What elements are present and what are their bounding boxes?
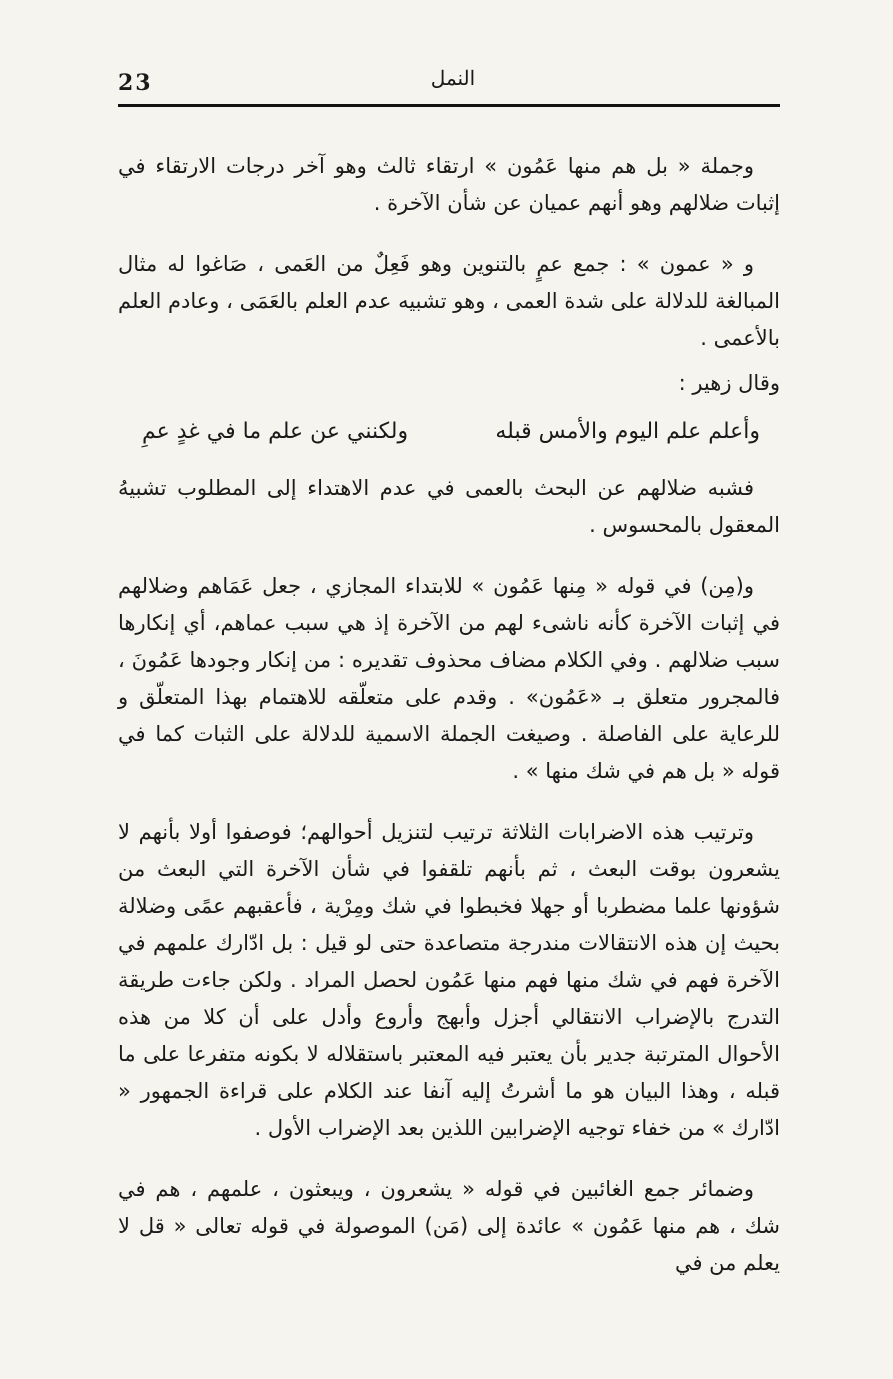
paragraph-6: وضمائر جمع الغائبين في قوله « يشعرون ، ويبعثون ، علمهم ، هم في شك ، هم منها عَمُون » عائدة إلى (مَن) الموصولة في قوله تعالى « قل لا يعلم من في: [118, 1177, 780, 1275]
verse-second-hemistich: ولكنني عن علم ما في غدٍ عمِ: [142, 419, 409, 444]
verse-first-hemistich: وأعلم علم اليوم والأمس قبله: [495, 419, 760, 444]
page-body: [118, 148, 780, 1290]
page-number: 23: [118, 70, 153, 96]
paragraph-2: و « عمون » : جمع عمٍ بالتنوين وهو فَعِلٌ من العَمى ، صَاغوا له مثال المبالغة للدلالة على شدة العمى ، وهو تشبيه عدم العلم بالعَمَى ، وعادم العلم بالأعمى .: [118, 252, 780, 350]
paragraph-1: وجملة « بل هم منها عَمُون » ارتقاء ثالث وهو آخر درجات الارتقاء في إثبات ضلالهم وهو أنهم عميان عن شأن الآخرة .: [118, 154, 780, 215]
verse-intro: وقال زهير :: [678, 371, 780, 395]
poetry-verse: [142, 412, 760, 452]
running-title: النمل: [430, 66, 476, 90]
paragraph-5: وترتيب هذه الاضرابات الثلاثة ترتيب لتنزيل أحوالهم؛ فوصفوا أولا بأنهم لا يشعرون بوقت البعث ، ثم بأنهم تلقفوا في شأن الآخرة التي البعث من شؤونها علما مضطربا أو جهلا فخبطوا في شك ومِرْية ، فأعقبهم عمًى وضلالة بحيث إن هذه الانتقالات مندرجة متصاعدة حتى لو قيل : بل ادّارك علمهم في الآخرة فهم في شك منها فهم منها عَمُون لحصل المراد . ولكن جاءت طريقة التدرج بالإضراب الانتقالي أجزل وأبهج وأروع وأدل على أن كلا من هذه الأحوال المترتبة جدير بأن يعتبر فيه المعتبر باستقلاله لا بكونه متفرعا على ما قبله ، وهذا البيان هو ما أشرتُ إليه آنفا عند الكلام على قراءة الجمهور « ادّارك » من خفاء توجيه الإضرابين اللذين بعد الإضراب الأول .: [118, 820, 780, 1140]
paragraph-4: و(مِن) في قوله « مِنها عَمُون » للابتداء المجازي ، جعل عَمَاهم وضلالهم في إثبات الآخرة كأنه ناشىء لهم من الآخرة إذ هي سبب عماهم، أي إنكارها سبب ضلالهم . وفي الكلام مضاف محذوف تقديره : من إنكار وجودها عَمُونَ ، فالمجرور متعلق بـ «عَمُون» . وقدم على متعلّقه للاهتمام بهذا المتعلّق و للرعاية على الفاصلة . وصيغت الجملة الاسمية للدلالة على الثبات كما في قوله « بل هم في شك منها » .: [118, 574, 780, 783]
header-rule: [118, 104, 780, 107]
paragraph-3: فشبه ضلالهم عن البحث بالعمى في عدم الاهتداء إلى المطلوب تشبيهُ المعقول بالمحسوس .: [118, 476, 780, 537]
page-header: [118, 66, 780, 106]
